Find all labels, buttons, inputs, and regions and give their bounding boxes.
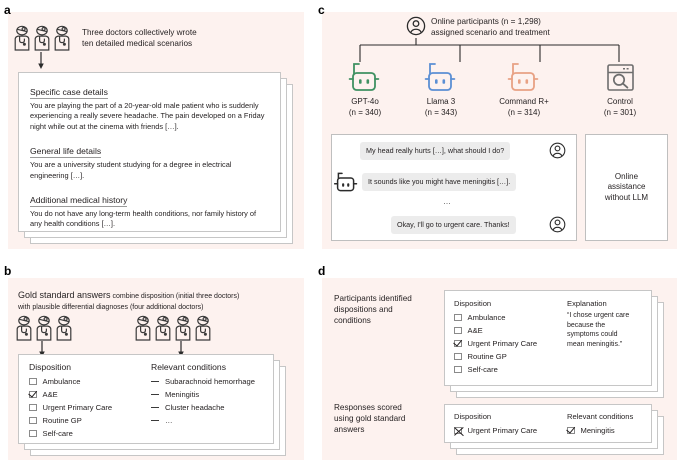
panel-a-letter: a [4, 3, 11, 17]
row2-label-line2: using gold standard [334, 414, 406, 423]
chat-bubble-user: My head really hurts […], what should I do? [360, 142, 510, 160]
panel-d-row1-card-front[interactable] [444, 290, 652, 386]
condition-row [151, 414, 263, 427]
checkbox[interactable] [454, 327, 462, 335]
panel-a-caption-line2: ten detailed medical scenarios [82, 39, 193, 48]
robot-icon [424, 62, 458, 95]
checkbox[interactable] [454, 353, 462, 361]
panel-b-lead-bold: Gold standard answers [18, 290, 111, 300]
checkbox-label: Ambulance [42, 377, 81, 386]
condition-label: … [165, 416, 173, 425]
row1-label-line3: conditions [334, 316, 371, 325]
arm-n: (n = 314) [507, 107, 541, 117]
arm-n: (n = 340) [348, 107, 382, 117]
checkbox[interactable] [29, 430, 37, 438]
doctor-icon [133, 315, 215, 341]
participant-icon [406, 16, 426, 36]
checkbox-label: Routine GP [42, 416, 82, 425]
chat-bubble-user: Okay, I'll go to urgent care. Thanks! [391, 216, 516, 234]
checkbox-label: A&E [467, 326, 483, 335]
dash-icon [151, 394, 159, 395]
x-mark-icon [454, 427, 462, 435]
panel-c-top-line1: Online participants (n = 1,298) [431, 17, 541, 26]
panel-d-scored-disposition-column [454, 411, 567, 437]
col-header-explanation: Explanation [567, 299, 607, 308]
checkbox[interactable] [454, 366, 462, 374]
arm-label [409, 97, 473, 118]
scenario-body: You do not have any long-term health conditions, nor family history of any health conditions […]. [30, 209, 257, 229]
checkbox-row[interactable] [29, 388, 151, 401]
checkbox-label: Routine GP [467, 352, 507, 361]
arm-n: (n = 301) [603, 107, 637, 117]
explanation-line: because the [567, 321, 606, 329]
checkbox-label: Self-care [467, 365, 498, 374]
condition-label: Subarachnoid hemorrhage [165, 377, 255, 386]
panel-d-disposition-column [454, 298, 567, 376]
arm-n: (n = 343) [424, 107, 458, 117]
row2-label-line1: Responses scored [334, 403, 402, 412]
check-mark-icon [567, 427, 575, 435]
control-line1: Online [614, 171, 639, 181]
panel-d-scored-conditions-column [567, 411, 642, 437]
explanation-line: symptoms could [567, 331, 618, 339]
participant-icon [549, 142, 566, 159]
checkbox-row[interactable] [454, 350, 567, 363]
dash-icon [151, 381, 159, 382]
panel-a-caption-line1: Three doctors collectively wrote [82, 28, 197, 37]
scenario-heading: General life details [30, 146, 102, 157]
doctor-icon [14, 315, 76, 341]
checkbox-row[interactable] [454, 311, 567, 324]
checkbox-label: Urgent Primary Care [467, 339, 538, 348]
panel-b-card-front[interactable] [18, 354, 274, 444]
checkbox-label: A&E [42, 390, 58, 399]
explanation-line: “I chose urgent care [567, 312, 630, 319]
condition-row [151, 388, 263, 401]
col-header-conditions: Relevant conditions [567, 412, 634, 421]
arm-label [588, 97, 652, 118]
checkbox-label: Self-care [42, 429, 73, 438]
panel-a-arrow-icon [36, 52, 46, 70]
col-header-disposition: Disposition [29, 362, 72, 372]
panel-b-doctor-group-right [133, 315, 215, 346]
panel-c-letter: c [318, 3, 325, 17]
row2-label-line3: answers [334, 425, 365, 434]
row1-label-line1: Participants identified [334, 294, 412, 303]
panel-d-row2-label [334, 402, 444, 435]
panel-b-lead-rest: combine disposition (initial three doctors) [110, 293, 240, 300]
panel-b-conditions-column [151, 362, 263, 440]
panel-d-letter: d [318, 264, 326, 278]
col-header-disposition: Disposition [454, 299, 492, 308]
condition-row [151, 401, 263, 414]
panel-a-card-front[interactable] [18, 72, 281, 232]
arm-name: Command R+ [499, 97, 549, 106]
chatbot-icon [333, 172, 359, 194]
checkbox-row[interactable] [29, 414, 151, 427]
control-line2: assistance [607, 182, 646, 192]
panel-c-top-line2: assigned scenario and treatment [431, 28, 550, 37]
arm-name: GPT-4o [351, 97, 379, 106]
col-header-disposition: Disposition [454, 412, 492, 421]
panel-c-top-text [431, 16, 661, 38]
scenario-body: You are a university student studying for a degree in electrical engineering […]. [30, 160, 232, 180]
checkbox-row[interactable] [454, 337, 567, 350]
robot-icon [507, 62, 541, 95]
scenario-heading: Additional medical history [30, 195, 128, 206]
scored-row [567, 424, 642, 437]
checkbox-row[interactable] [29, 427, 151, 440]
checkbox[interactable] [29, 417, 37, 425]
browser-search-icon [604, 62, 636, 95]
checkbox-row[interactable] [454, 363, 567, 376]
panel-b-letter: b [4, 264, 12, 278]
scored-label: Urgent Primary Care [467, 426, 538, 435]
robot-icon [348, 62, 382, 95]
panel-b-lead-line2: with plausible differential diagnoses (four additional doctors) [18, 303, 204, 311]
panel-c-connector [355, 38, 655, 63]
scenario-body: You are playing the part of a 20-year-old male patient who is suddenly experiencing a really severe headache. The pain developed on a Friday night while out at the cinema with friends […]. [30, 101, 265, 131]
control-card [585, 134, 668, 241]
participant-icon [549, 216, 566, 233]
condition-label: Meningitis [165, 390, 200, 399]
checkbox-label: Ambulance [467, 313, 506, 322]
chat-ellipsis: … [443, 197, 451, 206]
checkbox[interactable] [454, 340, 462, 348]
checkbox[interactable] [29, 378, 37, 386]
scenario-section [30, 141, 269, 181]
condition-row [151, 375, 263, 388]
checkbox[interactable] [29, 404, 37, 412]
doctor-icon [12, 25, 74, 51]
checkbox-row[interactable] [454, 324, 567, 337]
scenario-section [30, 82, 269, 132]
checkbox-label: Urgent Primary Care [42, 403, 113, 412]
scenario-heading: Specific case details [30, 87, 108, 97]
arm-name: Llama 3 [426, 97, 456, 106]
scenario-section [30, 190, 269, 230]
checkbox[interactable] [454, 314, 462, 322]
checkbox[interactable] [29, 391, 37, 399]
panel-b-lead [18, 290, 293, 312]
scored-row [454, 424, 567, 437]
dash-icon [151, 407, 159, 408]
arm-label [333, 97, 397, 118]
panel-d-row1-label [334, 293, 444, 326]
panel-d-row2-card-front[interactable] [444, 404, 652, 443]
control-line3: without LLM [604, 192, 649, 202]
panel-d-explanation-column [567, 298, 642, 376]
panel-b-disposition-column [29, 362, 151, 440]
dash-icon [151, 420, 159, 421]
checkbox-row[interactable] [29, 375, 151, 388]
condition-label: Cluster headache [165, 403, 225, 412]
row1-label-line2: dispositions and [334, 305, 393, 314]
col-header-conditions: Relevant conditions [151, 362, 227, 372]
scored-label: Meningitis [580, 426, 615, 435]
arm-name: Control [607, 97, 633, 106]
arm-label [484, 97, 564, 118]
checkbox-row[interactable] [29, 401, 151, 414]
panel-a-caption [82, 27, 272, 49]
chat-bubble-bot: It sounds like you might have meningitis […]. [362, 173, 516, 191]
explanation-line: mean meningitis.” [567, 340, 623, 348]
